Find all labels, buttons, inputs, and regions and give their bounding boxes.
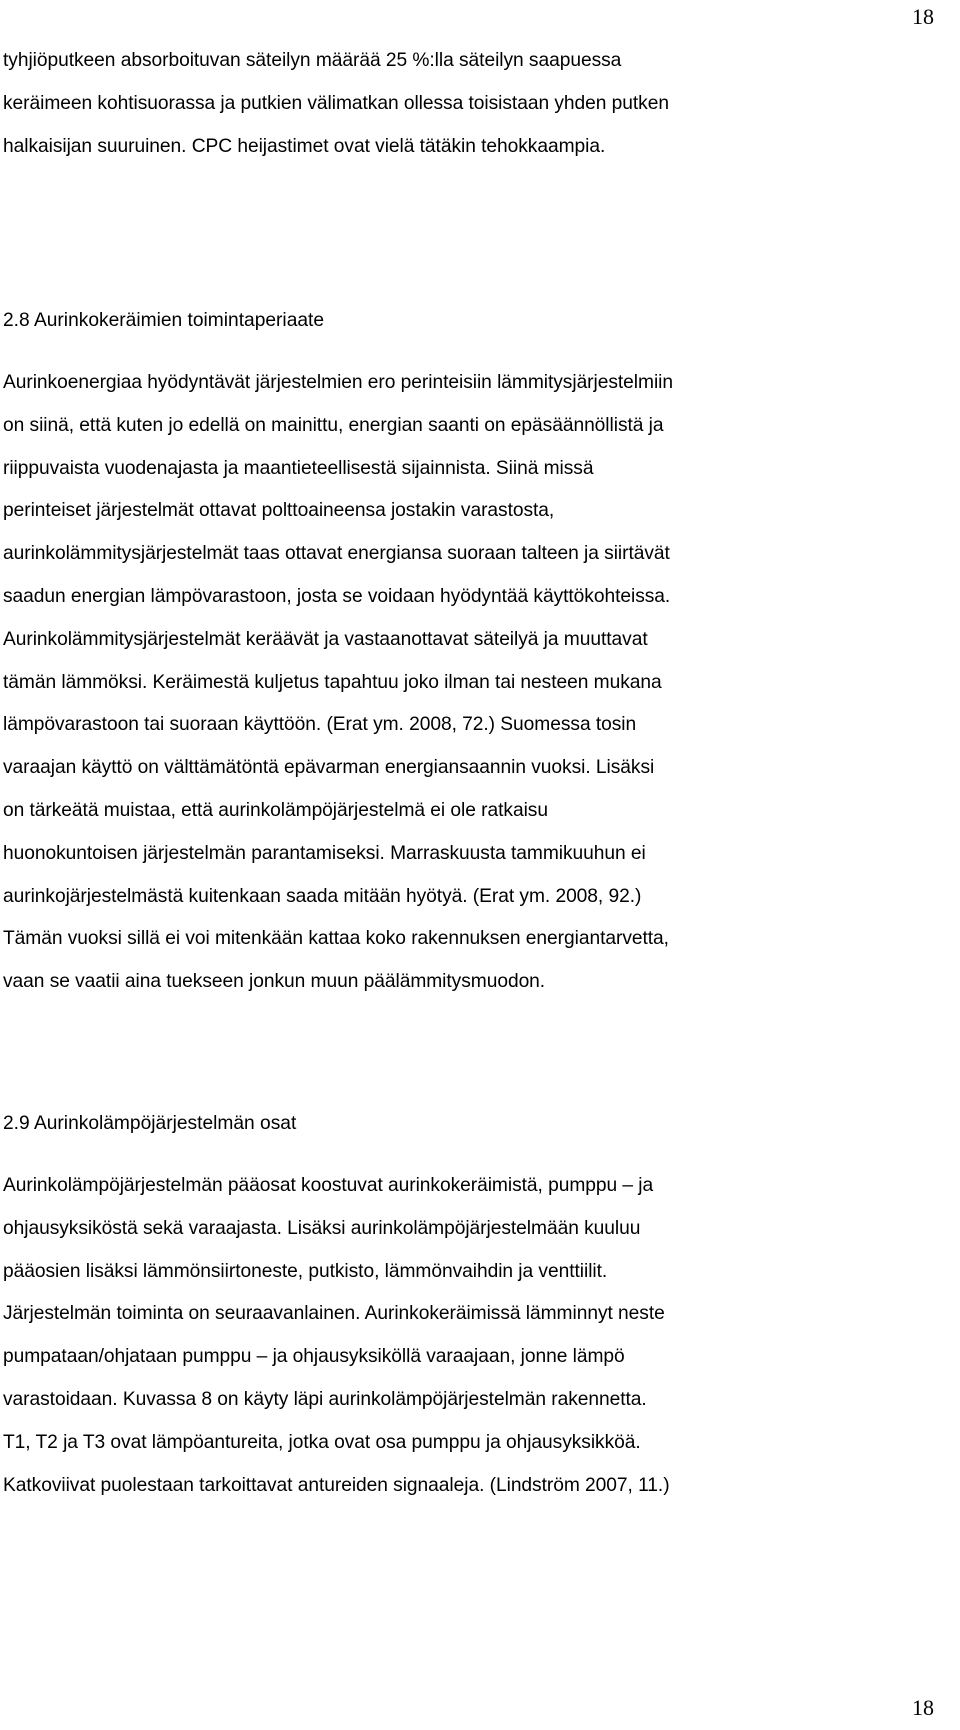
paragraph-line: on siinä, että kuten jo edellä on mainittu, energian saanti on epäsäännöllistä ja bbox=[3, 414, 664, 436]
paragraph-line: varaajan käyttö on välttämätöntä epävarman energiansaannin vuoksi. Lisäksi bbox=[3, 757, 655, 779]
section-2-9-paragraph bbox=[3, 1165, 953, 1507]
paragraph-line: huonokuntoisen järjestelmän parantamiseksi. Marraskuusta tammikuuhun ei bbox=[3, 842, 646, 864]
paragraph-line: vaan se vaatii aina tuekseen jonkun muun päälämmitysmuodon. bbox=[3, 971, 546, 993]
paragraph-line: tyhjiöputkeen absorboituvan säteilyn määrää 25 %:lla säteilyn saapuessa bbox=[3, 50, 622, 71]
section-heading-2-8: 2.8 Aurinkokeräimien toimintaperiaate bbox=[3, 310, 325, 331]
paragraph-line: T1, T2 ja T3 ovat lämpöantureita, jotka ovat osa pumppu ja ohjausyksikköä. bbox=[3, 1431, 641, 1453]
paragraph-line: Aurinkoenergiaa hyödyntävät järjestelmien ero perinteisiin lämmitysjärjestelmiin bbox=[3, 372, 673, 393]
paragraph-line: Aurinkolämpöjärjestelmän pääosat koostuvat aurinkokeräimistä, pumppu – ja bbox=[3, 1175, 654, 1196]
section-heading-2-9: 2.9 Aurinkolämpöjärjestelmän osat bbox=[3, 1113, 297, 1134]
paragraph-line: ohjausyksiköstä sekä varaajasta. Lisäksi aurinkolämpöjärjestelmään kuuluu bbox=[3, 1217, 641, 1239]
paragraph-line: lämpövarastoon tai suoraan käyttöön. (Erat ym. 2008, 72.) Suomessa tosin bbox=[3, 714, 637, 736]
paragraph-line: on tärkeätä muistaa, että aurinkolämpöjärjestelmä ei ole ratkaisu bbox=[3, 799, 548, 821]
paragraph-line: Katkoviivat puolestaan tarkoittavat antureiden signaaleja. (Lindström 2007, 11.) bbox=[3, 1474, 670, 1496]
paragraph-line: perinteiset järjestelmät ottavat polttoaineensa jostakin varastosta, bbox=[3, 500, 555, 522]
paragraph-line: varastoidaan. Kuvassa 8 on käyty läpi aurinkolämpöjärjestelmän rakennetta. bbox=[3, 1388, 647, 1410]
paragraph-line: aurinkolämmitysjärjestelmät taas ottavat energiansa suoraan talteen ja siirtävät bbox=[3, 543, 670, 565]
intro-paragraph bbox=[3, 40, 953, 168]
section-2-8-paragraph bbox=[3, 362, 953, 1004]
paragraph-line: aurinkojärjestelmästä kuitenkaan saada mitään hyötyä. (Erat ym. 2008, 92.) bbox=[3, 885, 642, 907]
paragraph-line: pääosien lisäksi lämmönsiirtoneste, putkisto, lämmönvaihdin ja venttiilit. bbox=[3, 1260, 608, 1282]
paragraph-line: tämän lämmöksi. Keräimestä kuljetus tapahtuu joko ilman tai nesteen mukana bbox=[3, 671, 662, 693]
paragraph-line: pumpataan/ohjataan pumppu – ja ohjausyksiköllä varaajaan, jonne lämpö bbox=[3, 1346, 625, 1368]
paragraph-line: keräimeen kohtisuorassa ja putkien välimatkan ollessa toisistaan yhden putken bbox=[3, 92, 669, 114]
paragraph-line: Järjestelmän toiminta on seuraavanlainen. Aurinkokeräimissä lämminnyt neste bbox=[3, 1303, 665, 1325]
paragraph-line: halkaisijan suuruinen. CPC heijastimet ovat vielä tätäkin tehokkaampia. bbox=[3, 135, 606, 157]
paragraph-line: riippuvaista vuodenajasta ja maantieteellisestä sijainnista. Siinä missä bbox=[3, 457, 594, 479]
paragraph-line: saadun energian lämpövarastoon, josta se voidaan hyödyntää käyttökohteissa. bbox=[3, 585, 671, 607]
page-number-top: 18 bbox=[912, 4, 934, 29]
paragraph-line: Tämän vuoksi sillä ei voi mitenkään kattaa koko rakennuksen energiantarvetta, bbox=[3, 928, 669, 950]
paragraph-line: Aurinkolämmitysjärjestelmät keräävät ja vastaanottavat säteilyä ja muuttavat bbox=[3, 628, 648, 650]
page-number-bottom: 18 bbox=[912, 1695, 934, 1720]
